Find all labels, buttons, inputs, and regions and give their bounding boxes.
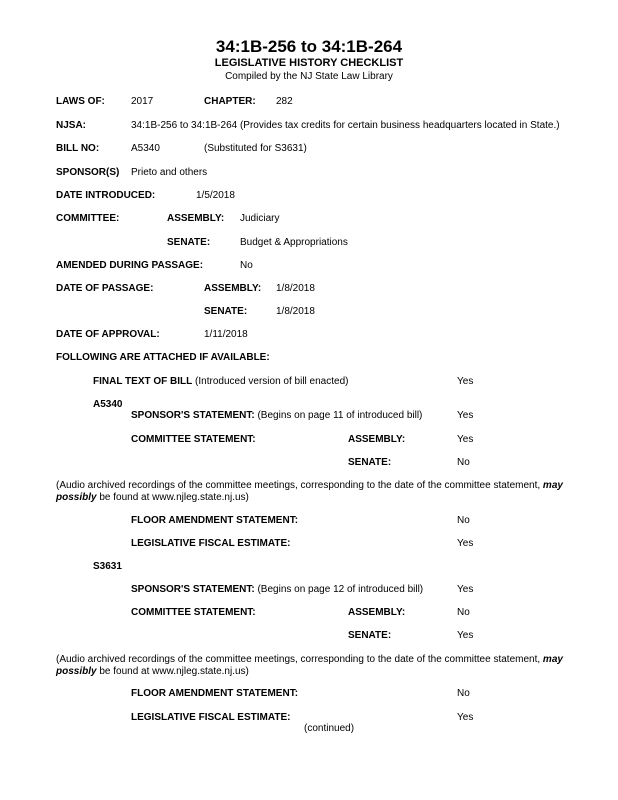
audio-note-2-emph: may possibly	[56, 654, 563, 677]
bill-no-note: (Substituted for S3631)	[204, 143, 307, 154]
bill-no-value: A5340	[131, 143, 160, 154]
date-introduced-value: 1/5/2018	[196, 190, 235, 201]
committee-label: COMMITTEE:	[56, 213, 120, 224]
final-text-detail: (Introduced version of bill enacted)	[195, 376, 349, 387]
s3631-fiscal-estimate-label: LEGISLATIVE FISCAL ESTIMATE:	[131, 712, 291, 723]
audio-note-2-before: (Audio archived recordings of the committee meetings, corresponding to the date of the committee statement,	[56, 654, 543, 665]
audio-note-1-emph: may possibly	[56, 480, 563, 503]
s3631-floor-amendment-value: No	[457, 688, 470, 699]
s3631-sponsor-statement-label: SPONSOR'S STATEMENT:	[131, 584, 255, 595]
audio-note-2	[56, 654, 604, 678]
a5340-fiscal-estimate-value: Yes	[457, 538, 474, 549]
passage-senate-label: SENATE:	[204, 306, 248, 317]
audio-note-2-after: be found at www.njleg.state.nj.us)	[96, 666, 249, 677]
date-introduced-label: DATE INTRODUCED:	[56, 190, 156, 201]
bill-no-label: BILL NO:	[56, 143, 100, 154]
njsa-label: NJSA:	[56, 120, 87, 131]
a5340-floor-amendment-value: No	[457, 515, 470, 526]
s3631-committee-senate-label: SENATE:	[348, 630, 392, 641]
committee-assembly-label: ASSEMBLY:	[167, 213, 225, 224]
sponsors-value: Prieto and others	[131, 167, 208, 178]
a5340-committee-assembly-label: ASSEMBLY:	[348, 434, 406, 445]
a5340-committee-senate-value: No	[457, 457, 470, 468]
a5340-heading: A5340	[93, 399, 123, 410]
laws-of-value: 2017	[131, 96, 154, 107]
a5340-sponsor-statement-detail: (Begins on page 11 of introduced bill)	[257, 410, 423, 421]
audio-note-1	[56, 480, 604, 504]
s3631-fiscal-estimate-value: Yes	[457, 712, 474, 723]
s3631-sponsor-statement-value: Yes	[457, 584, 474, 595]
s3631-floor-amendment-label: FLOOR AMENDMENT STATEMENT:	[131, 688, 299, 699]
laws-of-label: LAWS OF:	[56, 96, 105, 107]
njsa-value: 34:1B-256 to 34:1B-264 (Provides tax credits for certain business headquarters located in State.)	[131, 120, 560, 131]
sponsors-label: SPONSOR(S)	[56, 167, 120, 178]
a5340-committee-statement-label: COMMITTEE STATEMENT:	[131, 434, 256, 445]
a5340-sponsor-statement-value: Yes	[457, 410, 474, 421]
passage-assembly-label: ASSEMBLY:	[204, 283, 262, 294]
chapter-value: 282	[276, 96, 293, 107]
audio-note-1-before: (Audio archived recordings of the committee meetings, corresponding to the date of the committee statement,	[56, 480, 543, 491]
a5340-committee-senate-label: SENATE:	[348, 457, 392, 468]
audio-note-1-after: be found at www.njleg.state.nj.us)	[96, 492, 249, 503]
s3631-committee-statement-label: COMMITTEE STATEMENT:	[131, 607, 256, 618]
a5340-floor-amendment-label: FLOOR AMENDMENT STATEMENT:	[131, 515, 299, 526]
s3631-committee-senate-value: Yes	[457, 630, 474, 641]
attached-heading: FOLLOWING ARE ATTACHED IF AVAILABLE:	[56, 352, 270, 363]
s3631-sponsor-statement-detail: (Begins on page 12 of introduced bill)	[257, 584, 424, 595]
chapter-label: CHAPTER:	[204, 96, 256, 107]
amended-label: AMENDED DURING PASSAGE:	[56, 260, 204, 271]
date-of-passage-label: DATE OF PASSAGE:	[56, 283, 154, 294]
date-of-approval-label: DATE OF APPROVAL:	[56, 329, 160, 340]
passage-senate-value: 1/8/2018	[276, 306, 315, 317]
a5340-sponsor-statement-label: SPONSOR'S STATEMENT:	[131, 410, 255, 421]
a5340-fiscal-estimate-label: LEGISLATIVE FISCAL ESTIMATE:	[131, 538, 291, 549]
date-of-approval-value: 1/11/2018	[204, 329, 248, 340]
s3631-heading: S3631	[93, 561, 122, 572]
amended-value: No	[240, 260, 253, 271]
s3631-committee-assembly-value: No	[457, 607, 470, 618]
committee-assembly-value: Judiciary	[240, 213, 280, 224]
committee-senate-label: SENATE:	[167, 237, 211, 248]
a5340-committee-assembly-value: Yes	[457, 434, 474, 445]
compiled-by: Compiled by the NJ State Law Library	[225, 71, 393, 82]
final-text-label: FINAL TEXT OF BILL	[93, 376, 193, 387]
s3631-sponsor-statement-row	[131, 584, 423, 596]
s3631-committee-assembly-label: ASSEMBLY:	[348, 607, 406, 618]
committee-senate-value: Budget & Appropriations	[240, 237, 348, 248]
final-text-row	[93, 376, 348, 388]
final-text-value: Yes	[457, 376, 474, 387]
passage-assembly-value: 1/8/2018	[276, 283, 315, 294]
page-title: 34:1B-256 to 34:1B-264	[215, 37, 403, 56]
continued-note: (continued)	[304, 723, 355, 734]
a5340-sponsor-statement-row	[131, 410, 422, 422]
page-subtitle: LEGISLATIVE HISTORY CHECKLIST	[214, 57, 404, 69]
